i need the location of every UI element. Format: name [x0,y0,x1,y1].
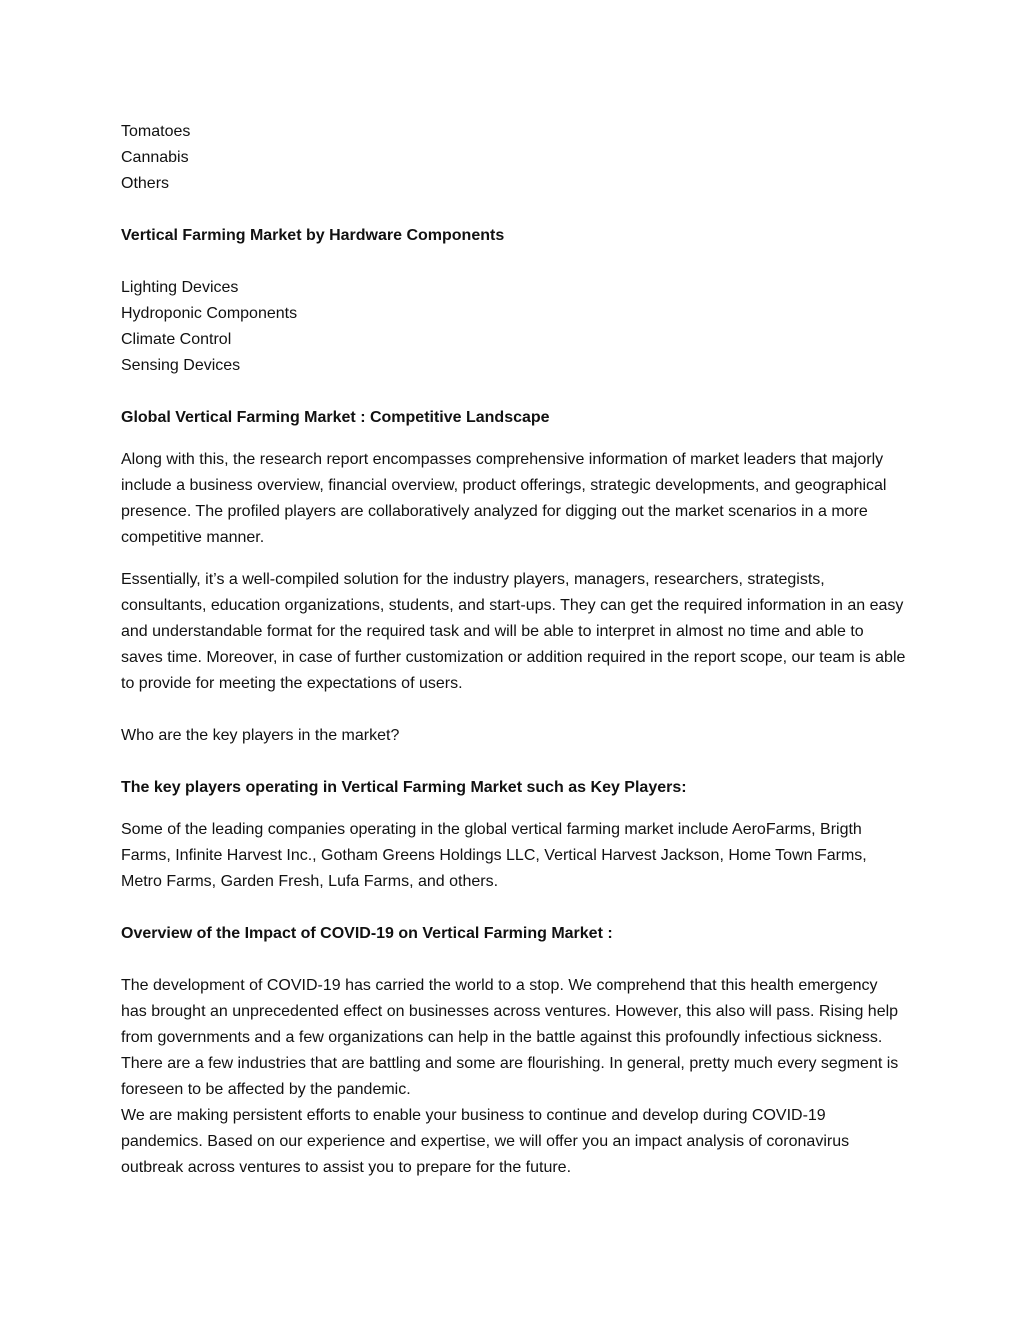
competitive-heading: Global Vertical Farming Market : Competitive Landscape [121,409,550,426]
hardware-item: Lighting Devices [121,279,239,296]
covid-paragraph: We are making persistent efforts to enable your business to continue and develop during COVID-19 pandemics. Based on our experience and expertise, we will offer you an impact analysis of coronavirus outbreak across ventures to assist you to prepare for the future. [121,1107,850,1176]
crop-item: Tomatoes [121,123,191,140]
crop-item: Cannabis [121,149,189,166]
spacer [121,947,906,973]
key-players-paragraph: Some of the leading companies operating in the global vertical farming market include AeroFarms, Brigth Farms, Infinite Harvest Inc., Gotham Greens Holdings LLC, Vertical Harvest Jackson, Home Town Farms, Metro Farms, Garden Fresh, Lufa Farms, and others. [121,821,867,890]
covid-heading: Overview of the Impact of COVID-19 on Vertical Farming Market : [121,925,613,942]
spacer [121,697,906,723]
hardware-item: Climate Control [121,331,232,348]
crop-item: Others [121,175,170,192]
hardware-item: Sensing Devices [121,357,241,374]
spacer [121,249,906,275]
spacer [121,379,906,405]
competitive-paragraph: Essentially, it’s a well-compiled solution for the industry players, managers, researchers, strategists, consultants, education organizations, students, and start-ups. They can get the required information in an easy and understandable format for the required task and will be able to interpret in almost no time and able to saves time. Moreover, in case of further customization or addition required in the report scope, our team is able to provide for meeting the expectations of users. [121,571,906,692]
hardware-item: Hydroponic Components [121,305,298,322]
competitive-paragraph: Along with this, the research report encompasses comprehensive information of market leaders that majorly include a business overview, financial overview, product offerings, strategic developments, and geographical presence. The profiled players are collaboratively analyzed for digging out the market scenarios in a more competitive manner. [121,451,887,546]
spacer [121,895,906,921]
spacer [121,749,906,775]
spacer [121,551,906,567]
key-players-heading: The key players operating in Vertical Farming Market such as Key Players: [121,779,687,796]
key-players-question: Who are the key players in the market? [121,727,400,744]
spacer [121,801,906,817]
spacer [121,431,906,447]
spacer [121,197,906,223]
hardware-heading: Vertical Farming Market by Hardware Components [121,227,505,244]
document-body [121,119,906,1181]
covid-paragraph: The development of COVID-19 has carried the world to a stop. We comprehend that this health emergency has brought an unprecedented effect on businesses across ventures. However, this also will pass. Rising help from governments and a few organizations can help in the battle against this profoundly infectious sickness. There are a few industries that are battling and some are flourishing. In general, pretty much every segment is foreseen to be affected by the pandemic. [121,977,899,1098]
